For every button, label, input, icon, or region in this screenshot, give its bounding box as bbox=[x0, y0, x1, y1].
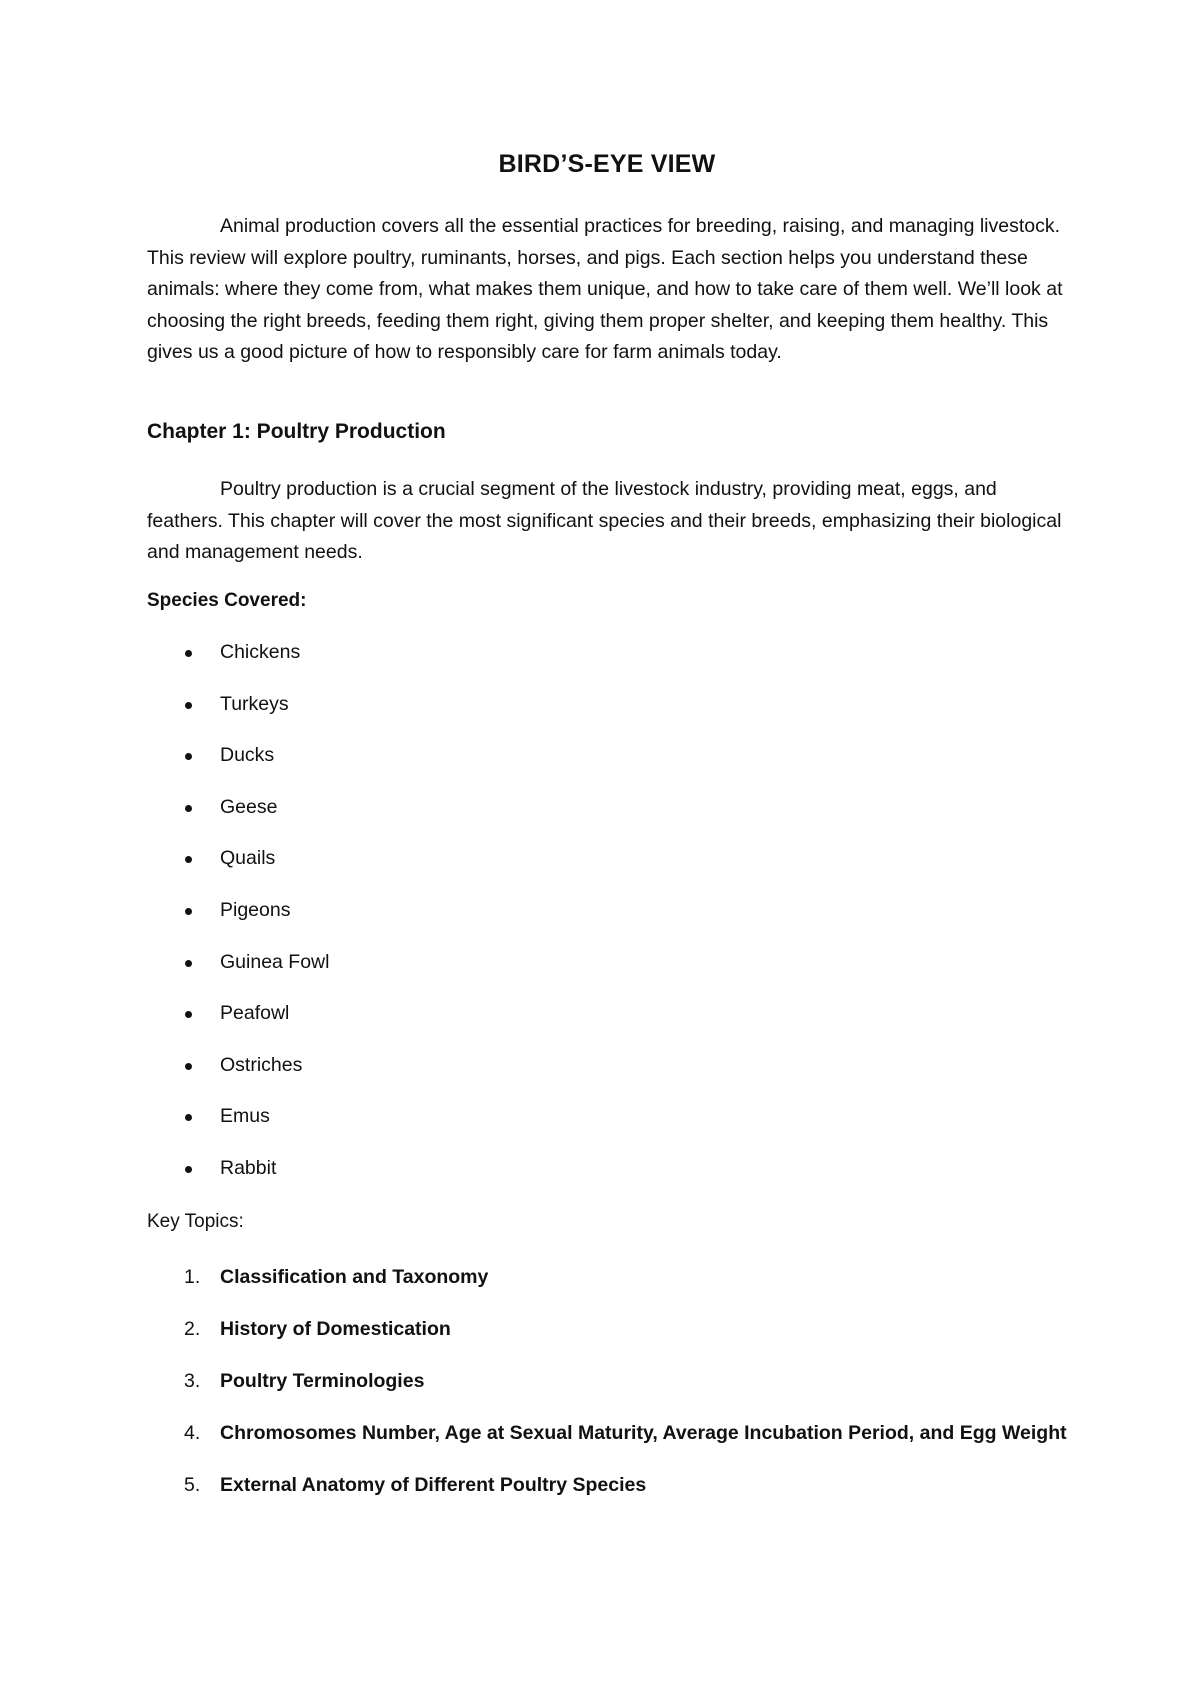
topic-text: Chromosomes Number, Age at Sexual Maturity, Average Incubation Period, and Egg Weight bbox=[220, 1422, 1067, 1444]
species-item-label: Chickens bbox=[220, 641, 301, 663]
list-item bbox=[147, 1104, 329, 1156]
topic-number: 3. bbox=[184, 1370, 201, 1392]
species-list bbox=[147, 640, 329, 1208]
list-item bbox=[147, 1470, 1067, 1501]
bullet-icon bbox=[185, 960, 192, 967]
list-item bbox=[147, 846, 329, 898]
topic-number: 2. bbox=[184, 1318, 201, 1340]
list-item bbox=[147, 1418, 1067, 1449]
key-topics-list bbox=[147, 1262, 1067, 1522]
list-item bbox=[147, 692, 329, 744]
topic-number: 5. bbox=[184, 1474, 201, 1496]
species-item-label: Geese bbox=[220, 795, 278, 818]
list-item bbox=[147, 795, 329, 847]
chapter-intro-paragraph: Poultry production is a crucial segment of the livestock industry, providing meat, eggs, and feathers. This chapter will cover the most significant species and their breeds, emphasizing their biological and management needs. bbox=[147, 478, 1062, 563]
bullet-icon bbox=[185, 753, 192, 760]
species-item-label: Emus bbox=[220, 1105, 270, 1128]
list-item bbox=[147, 1001, 329, 1053]
list-item bbox=[147, 1053, 329, 1105]
bullet-icon bbox=[185, 1166, 192, 1173]
bullet-icon bbox=[185, 1011, 192, 1018]
topic-number: 4. bbox=[184, 1422, 201, 1444]
bullet-icon bbox=[185, 908, 192, 915]
chapter-heading: Chapter 1: Poultry Production bbox=[147, 420, 446, 443]
list-item bbox=[147, 1366, 1067, 1397]
key-topics-label: Key Topics: bbox=[147, 1211, 244, 1232]
bullet-icon bbox=[185, 650, 192, 657]
bullet-icon bbox=[185, 1114, 192, 1121]
list-item bbox=[147, 640, 329, 692]
species-item-label: Guinea Fowl bbox=[220, 950, 330, 973]
species-label: Species Covered: bbox=[147, 590, 307, 611]
species-item-label: Ducks bbox=[220, 744, 275, 767]
bullet-icon bbox=[185, 856, 192, 863]
species-item-label: Peafowl bbox=[220, 1002, 290, 1025]
species-item-label: Rabbit bbox=[220, 1156, 277, 1179]
list-item bbox=[147, 1156, 329, 1208]
species-item-label: Turkeys bbox=[220, 692, 289, 715]
list-item bbox=[147, 950, 329, 1002]
topic-text: Classification and Taxonomy bbox=[220, 1266, 489, 1288]
bullet-icon bbox=[185, 1063, 192, 1070]
intro-paragraph: Animal production covers all the essential practices for breeding, raising, and managing livestock. This review will explore poultry, ruminants, horses, and pigs. Each section helps you understand these animals: where they come from, what makes them unique, and how to take care of them well. We’ll look at choosing the right breeds, feeding them right, giving them proper shelter, and keeping them healthy. This gives us a good picture of how to responsibly care for farm animals today. bbox=[147, 215, 1063, 363]
list-item bbox=[147, 743, 329, 795]
species-item-label: Quails bbox=[220, 847, 276, 870]
topic-text: History of Domestication bbox=[220, 1318, 451, 1340]
topic-number: 1. bbox=[184, 1266, 201, 1288]
topic-text: Poultry Terminologies bbox=[220, 1370, 425, 1392]
list-item bbox=[147, 898, 329, 950]
page-title: BIRD’S-EYE VIEW bbox=[498, 150, 716, 178]
list-item bbox=[147, 1262, 1067, 1293]
list-item bbox=[147, 1314, 1067, 1345]
species-item-label: Ostriches bbox=[220, 1053, 303, 1076]
bullet-icon bbox=[185, 702, 192, 709]
species-item-label: Pigeons bbox=[220, 898, 291, 921]
topic-text: External Anatomy of Different Poultry Species bbox=[220, 1474, 647, 1496]
bullet-icon bbox=[185, 805, 192, 812]
